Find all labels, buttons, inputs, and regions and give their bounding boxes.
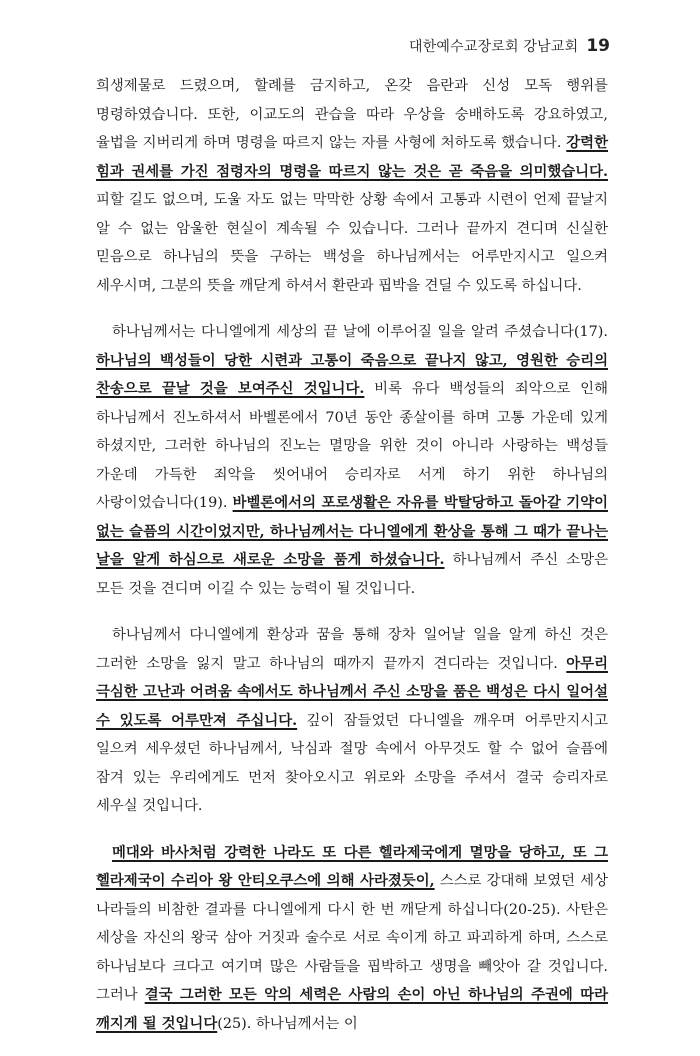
emphasized-text: 아무리 극심한 고난과 어려움 속에서도 하나님께서 주신 소망을 품은 백성은 다시 일어설 수 있도록 어루만져 주십니다. bbox=[96, 654, 608, 729]
text-segment: 하나님께서 다니엘에게 환상과 꿈을 통해 장차 일어날 일을 알게 하신 것은 그러한 소망을 잃지 말고 하나님의 때까지 끝까지 견디라는 것입니다. bbox=[96, 627, 608, 672]
paragraph bbox=[96, 72, 608, 300]
paragraph bbox=[96, 318, 608, 603]
emphasized-text: 하나님의 백성들이 당한 시련과 고통이 죽음으로 끝나지 않고, 영원한 승리의 찬송으로 끝날 것을 보여주신 것입니다. bbox=[96, 351, 608, 397]
text-segment: 깊이 잠들었던 다니엘을 깨우며 어루만지시고 일으켜 세우셨던 하나님께서, 낙심과 절망 속에서 아무것도 할 수 없어 슬픔에 잠겨 있는 우리에게도 먼저 찾아오시고 위로와 소망을 주셔서 결국 승리자로 세우실 것입니다. bbox=[96, 712, 609, 814]
paragraph bbox=[96, 621, 608, 821]
emphasized-text: 강력한 힘과 권세를 가진 점령자의 명령을 따르지 않는 것은 곧 죽음을 의미했습니다. bbox=[96, 134, 608, 180]
emphasized-text: 메대와 바사처럼 강력한 나라도 또 다른 헬라제국에게 멸망을 당하고, 또 그 헬라제국이 수리아 왕 안티오쿠스에 의해 사라졌듯이, bbox=[96, 843, 608, 889]
text-segment: (25). 하나님께서는 이 bbox=[217, 1015, 358, 1032]
paragraph bbox=[96, 839, 608, 1039]
text-segment: 하나님께서 주신 소망은 모든 것을 견디며 이길 수 있는 능력이 될 것입니다. bbox=[96, 552, 608, 597]
page-number: 19 bbox=[586, 36, 610, 56]
text-segment: 피할 길도 없으며, 도울 자도 없는 막막한 상황 속에서 고통과 시련이 언제 끝날지 알 수 없는 암울한 현실이 계속될 수 있습니다. 그러나 끝까지 견디며 신실한 믿음으로 하나님의 뜻을 구하는 백성을 하나님께서는 어루만지시고 일으켜 세우시며, 그분의 뜻을 깨닫게 하셔서 환란과 핍박을 견딜 수 있도록 하십니다. bbox=[96, 192, 608, 294]
church-name: 대한예수교장로회 강남교회 bbox=[408, 39, 579, 55]
text-segment: 희생제물로 드렸으며, 할례를 금지하고, 온갖 음란과 신성 모독 행위를 명령하였습니다. 또한, 이교도의 관습을 따라 우상을 숭배하도록 강요하였고, 율법을 지버리게 하며 명령을 따르지 않는 자를 사형에 처하도록 했습니다. bbox=[96, 78, 608, 151]
page-header bbox=[409, 36, 610, 56]
text-segment: 비록 유다 백성들의 죄악으로 인해 하나님께서 진노하셔서 바벨론에서 70년 동안 종살이를 하며 고통 가운데 있게 하셨지만, 그러한 하나님의 진노는 멸망을 위한 것이 아니라 사랑하는 백성들 가운데 가득한 죄악을 씻어내어 승리자로 서게 하기 위한 하나님의 사랑이었습니다(19). bbox=[96, 381, 608, 511]
text-segment: 하나님께서는 다니엘에게 세상의 끝 날에 이루어질 일을 알려 주셨습니다(17). bbox=[112, 324, 608, 340]
text-segment: 스스로 강대해 보였던 세상 나라들의 비참한 결과를 다니엘에게 다시 한 번 깨닫게 하십니다(20-25). 사탄은 세상을 자신의 왕국 삼아 거짓과 술수로 서로 속이게 하고 파괴하게 하며, 스스로 하나님보다 크다고 여기며 많은 사람들을 핍박하고 생명을 빼앗아 갈 것입니다. 그러나 bbox=[96, 873, 608, 1003]
document-body bbox=[96, 72, 608, 1056]
emphasized-text: 결국 그러한 모든 악의 세력은 사람의 손이 아닌 하나님의 주권에 따라 깨지게 될 것입니다 bbox=[96, 986, 609, 1032]
emphasized-text: 바벨론에서의 포로생활은 자유를 박탈당하고 돌아갈 기약이 없는 슬픔의 시간이었지만, 하나님께서는 다니엘에게 환상을 통해 그 때가 끝나는 날을 알게 하심으로 새로운 소망을 품게 하셨습니다. bbox=[96, 494, 609, 568]
